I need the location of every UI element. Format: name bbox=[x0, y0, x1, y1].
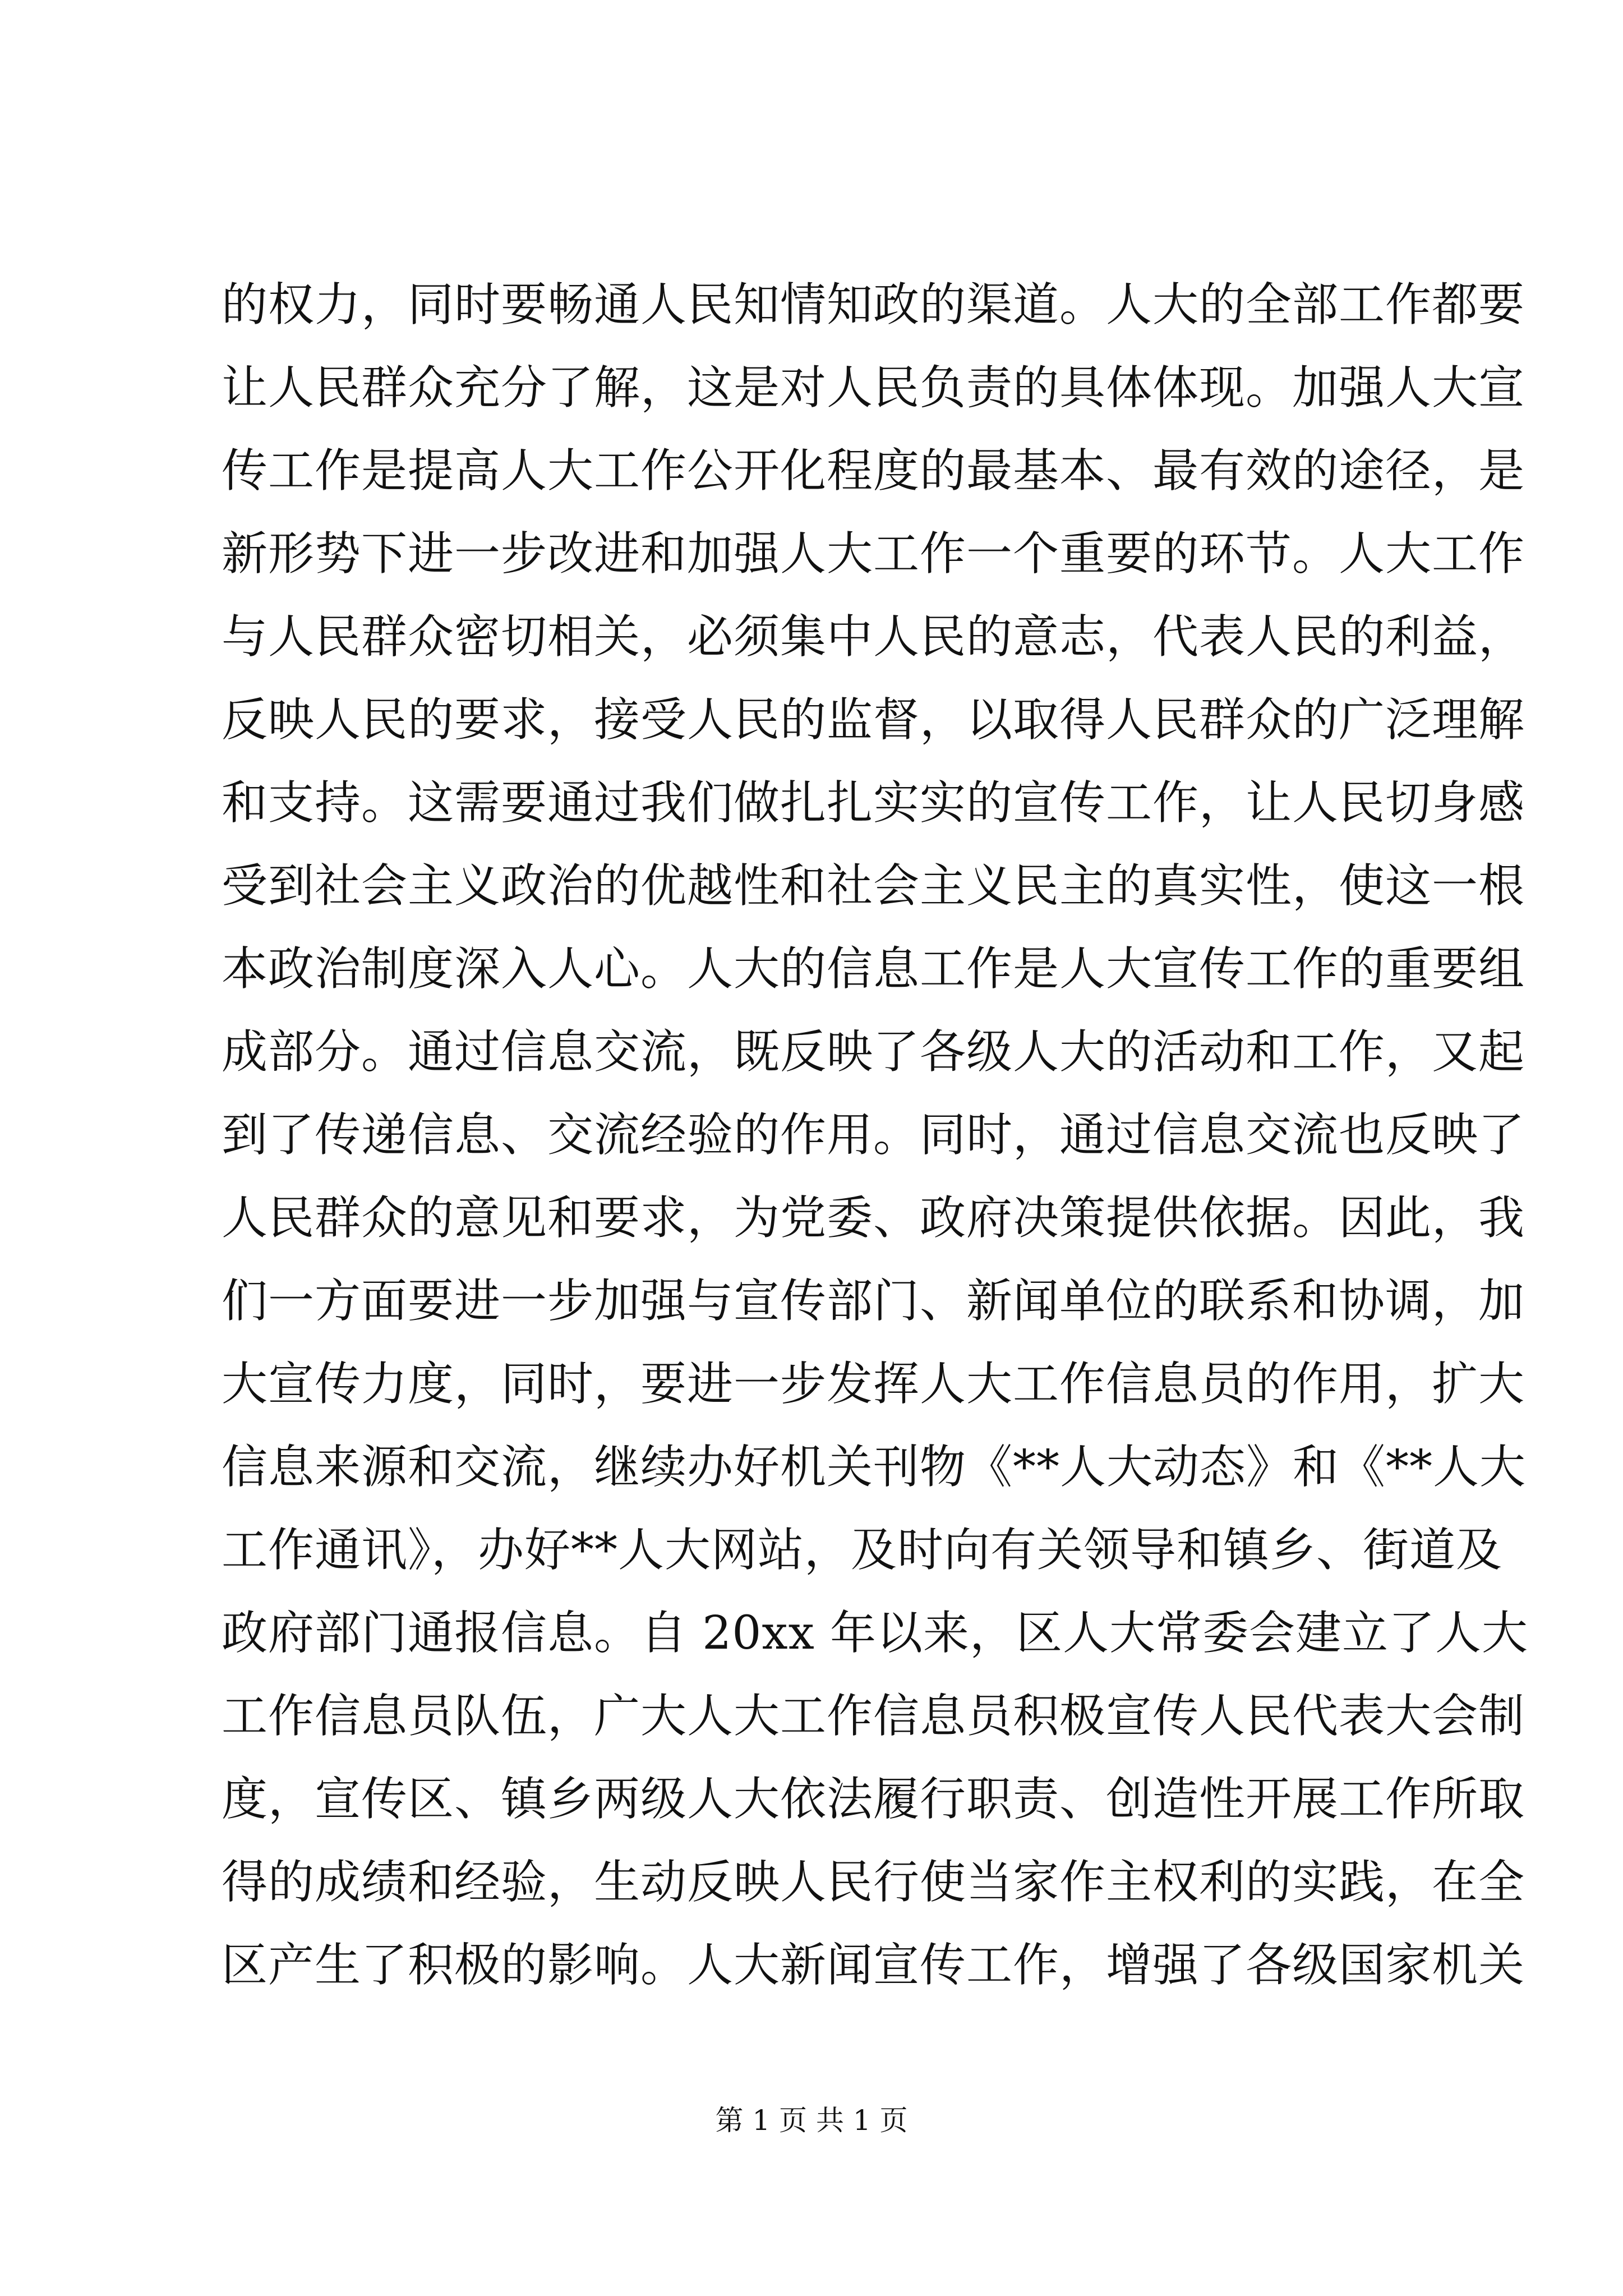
text-line: 到了传递信息、交流经验的作用。同时，通过信息交流也反映了 bbox=[222, 1108, 1525, 1162]
text-line: 反映人民的要求，接受人民的监督，以取得人民群众的广泛理解 bbox=[222, 693, 1525, 747]
text-line: 区产生了积极的影响。人大新闻宣传工作，增强了各级国家机关 bbox=[222, 1939, 1525, 1992]
text-line: 政府部门通报信息。自 20xx 年以来，区人大常委会建立了人大 bbox=[222, 1607, 1528, 1660]
text-line: 传工作是提高人大工作公开化程度的最基本、最有效的途径，是 bbox=[222, 444, 1525, 498]
body-text bbox=[222, 264, 1528, 2007]
text-line: 让人民群众充分了解，这是对人民负责的具体体现。加强人大宣 bbox=[222, 361, 1525, 415]
text-line: 的权力，同时要畅通人民知情知政的渠道。人大的全部工作都要 bbox=[222, 278, 1525, 332]
text-line: 受到社会主义政治的优越性和社会主义民主的真实性，使这一根 bbox=[222, 859, 1525, 913]
page-number: 第 1 页 共 1 页 bbox=[715, 2104, 908, 2137]
text-line: 度，宣传区、镇乡两级人大依法履行职责、创造性开展工作所取 bbox=[222, 1773, 1525, 1826]
text-line: 大宣传力度，同时，要进一步发挥人大工作信息员的作用，扩大 bbox=[222, 1358, 1525, 1411]
text-line: 信息来源和交流，继续办好机关刊物《**人大动态》和《**人大 bbox=[222, 1441, 1527, 1494]
text-line: 新形势下进一步改进和加强人大工作一个重要的环节。人大工作 bbox=[222, 527, 1525, 581]
text-line: 人民群众的意见和要求，为党委、政府决策提供依据。因此，我 bbox=[222, 1191, 1525, 1245]
text-line: 成部分。通过信息交流，既反映了各级人大的活动和工作，又起 bbox=[222, 1025, 1525, 1079]
page-footer bbox=[0, 2101, 1623, 2140]
text-line: 本政治制度深入人心。人大的信息工作是人大宣传工作的重要组 bbox=[222, 942, 1525, 996]
text-line: 工作信息员队伍，广大人大工作信息员积极宣传人民代表大会制 bbox=[222, 1690, 1525, 1743]
text-line: 工作通讯》，办好**人大网站，及时向有关领导和镇乡、街道及 bbox=[222, 1524, 1503, 1577]
text-line: 得的成绩和经验，生动反映人民行使当家作主权利的实践，在全 bbox=[222, 1856, 1525, 1909]
text-line: 和支持。这需要通过我们做扎扎实实的宣传工作，让人民切身感 bbox=[222, 776, 1525, 830]
text-line: 与人民群众密切相关，必须集中人民的意志，代表人民的利益， bbox=[222, 610, 1525, 664]
text-line: 们一方面要进一步加强与宣传部门、新闻单位的联系和协调，加 bbox=[222, 1274, 1525, 1328]
